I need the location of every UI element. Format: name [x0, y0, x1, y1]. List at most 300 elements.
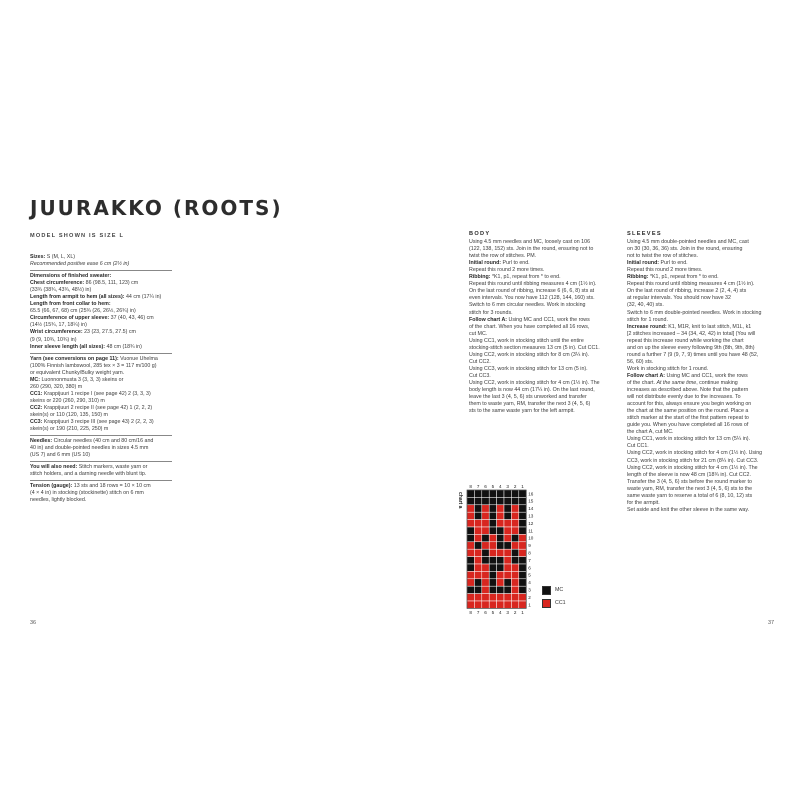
chart-cell [489, 549, 496, 556]
sleeves-line: Transfer the 3 (4, 5, 6) sts before the round marker to [627, 478, 752, 485]
sleeves-line: CC3, work in stocking stitch for 21 cm (8¼ in). Cut CC3. [627, 457, 759, 464]
chart-cell [489, 512, 496, 519]
chart-cell [482, 579, 489, 586]
legend-swatch-cc1 [542, 599, 551, 608]
wrist-line [30, 329, 180, 336]
follow-chart-label: Follow chart A: [627, 372, 666, 379]
body-line: Using 4.5 mm needles and MC, loosely cast on 106 [469, 239, 591, 246]
chart-cell [511, 549, 518, 556]
ease-text: Recommended positive ease 6 cm (2½ in) [30, 261, 130, 268]
body-line: Cut CC3. [469, 372, 491, 379]
chart-cell [489, 571, 496, 578]
chart-cell [511, 579, 518, 586]
wrist-in-line: (9 (9, 10¾, 10¾) in) [30, 336, 77, 343]
chart-cell [489, 601, 496, 608]
chart-cell [489, 579, 496, 586]
ribbing-label: Ribbing: [469, 274, 491, 281]
chart-cell [504, 527, 511, 534]
cc3-value: Krappijuuri 3 recipe III (see page 43) 2 (2, 2, 3) [42, 419, 154, 426]
chart-cell [519, 534, 526, 541]
chart-column-number: 6 [484, 484, 487, 489]
length-collar-line: 65.5 (66, 67, 68) cm (25¾ (26, 26½, 26¾) in) [30, 308, 136, 315]
chart-cell [489, 534, 496, 541]
chart-cell [467, 579, 474, 586]
chart-cell [519, 490, 526, 497]
chart-cell [497, 549, 504, 556]
chart-cell [519, 512, 526, 519]
chart-cell [467, 497, 474, 504]
chart-cell [482, 601, 489, 608]
materials-column [30, 254, 180, 505]
follow-chart-value: Using MC and CC1, work the rows [507, 316, 590, 323]
sleeves-line: guide you. When you have completed all 16 rows of [627, 422, 749, 429]
sleeves-line: round a further 7 (9 (9, 7, 9) times until you have 48 (52, [627, 351, 759, 358]
cc3-label: CC3: [30, 419, 43, 426]
body-line: stocking-stitch section measures 13 cm (5 in). Cut CC1. [469, 344, 600, 351]
chart-cell [467, 564, 474, 571]
legend-label-cc1: CC1 [555, 600, 566, 606]
chart-legend [542, 585, 566, 611]
sizes-line [30, 254, 180, 261]
chart-cell [511, 534, 518, 541]
chart-cell [474, 520, 481, 527]
chart-cell [467, 557, 474, 564]
chart-cell [482, 549, 489, 556]
chart-cell [519, 549, 526, 556]
chart-cell [467, 549, 474, 556]
sleeves-initial-line [627, 260, 762, 267]
also-value: Stitch markers, waste yarn or [77, 464, 148, 471]
chart-row-number: 15 [528, 498, 534, 504]
chart-cell [474, 490, 481, 497]
yarn-value: Vuonue Uhelma [118, 355, 158, 362]
body-line: Using CC3, work in stocking stitch for 13 cm (5 in). [469, 365, 588, 372]
sleeves-line: account for this, always ensure you begin working on [627, 401, 752, 408]
tension-line [30, 483, 180, 490]
chart-cell [489, 586, 496, 593]
chart-cell [482, 594, 489, 601]
also-line [30, 464, 180, 471]
page-number-left: 36 [30, 620, 37, 626]
wrist-label: Wrist circumference: [30, 329, 83, 336]
chart-column-number: 6 [484, 609, 487, 615]
chart-cell [489, 557, 496, 564]
chart-cell [504, 594, 511, 601]
sleeves-text: , continue making [696, 379, 738, 386]
chart-cell [497, 594, 504, 601]
pattern-title: JUURAKKO (ROOTS) [30, 196, 283, 220]
yarn-label: Yarn (see conversions on page 11): [30, 355, 119, 362]
chart-cell [504, 520, 511, 527]
needles-line [30, 438, 180, 445]
body-line: sts to the same waste yarn for the left armpit. [469, 408, 575, 415]
body-instructions [469, 231, 600, 415]
needles-line-3: (US 7) and 6 mm (US 10) [30, 452, 91, 459]
chart-row-number: 16 [528, 491, 534, 497]
follow-chart-label: Follow chart A: [469, 316, 508, 323]
cc3-line [30, 419, 180, 426]
dims-heading [30, 273, 180, 280]
body-line: Using CC2, work in stocking stitch for 4 cm (1½ in). The [469, 379, 600, 386]
chart-row-number: 11 [528, 528, 533, 534]
chart-cell [519, 527, 526, 534]
chart-cell [497, 497, 504, 504]
initial-round-value: Purl to end. [659, 260, 688, 267]
chart-cell [511, 512, 518, 519]
model-size-note: MODEL SHOWN IS SIZE L [30, 233, 125, 239]
chart-cell [474, 601, 481, 608]
chart-cell [519, 601, 526, 608]
sleeves-heading: SLEEVES [627, 231, 662, 237]
chart-cell [504, 505, 511, 512]
sleeves-instructions [627, 231, 762, 514]
chart-cell [497, 505, 504, 512]
chart-column-number: 1 [521, 609, 524, 615]
body-line: Switch to 6 mm circular needles. Work in stocking [469, 302, 586, 309]
sleeves-line [627, 380, 762, 387]
also-line-2: stitch holders, and a darning needle with blunt tip. [30, 471, 147, 478]
chart-cell [511, 594, 518, 601]
body-line: Cut CC2. [469, 358, 491, 365]
chart-cell [519, 542, 526, 549]
chart-column-number: 7 [476, 609, 480, 615]
chart-cell [511, 571, 518, 578]
sleeves-line: [2 stitches increased – 34 (34, 42, 42) in total] (You will [627, 330, 756, 337]
chart-cell [504, 564, 511, 571]
tension-line-2: (4 × 4 in) in stocking (stockinette) stitch on 6 mm [30, 490, 144, 497]
chart-cell [467, 594, 474, 601]
cc1-value: Krappijuuri 1 recipe I (see page 42) 2 (3, 3, 3) [42, 390, 151, 397]
ease-line [30, 261, 180, 268]
chart-cell [511, 564, 518, 571]
chart-cell [519, 564, 526, 571]
chart-cell [511, 490, 518, 497]
cc3-line-2: skein(s) or 190 (210, 225, 250) m [30, 426, 109, 433]
chart-row-number: 6 [528, 565, 531, 571]
sleeves-line: Work in stocking stitch for 1 round. [627, 365, 709, 372]
sleeves-line: Repeat this round 2 more times. [627, 267, 703, 274]
sleeves-line: On the last round of ribbing, increase 2 (2, 4, 4) sts [627, 288, 747, 295]
sleeves-line: waste yarn, RM, transfer the next 3 (4, 5, 6) sts to the [627, 485, 753, 492]
chart-cell [511, 601, 518, 608]
chart-column-number: 2 [513, 484, 517, 489]
chart-cell [504, 579, 511, 586]
cc1-line [30, 391, 180, 398]
body-line: Repeat this round until ribbing measures 4 cm (1½ in). [469, 281, 597, 288]
chart-cell [511, 557, 518, 564]
chart-cell [467, 601, 474, 608]
chart-cell [519, 571, 526, 578]
chart-cell [467, 571, 474, 578]
body-line: (122, 138, 152) sts. Join in the round, ensuring not to [469, 246, 594, 253]
sleeves-line: Switch to 6 mm double-pointed needles. Work in stocking [627, 309, 762, 316]
ribbing-value: *K1, p1, repeat from * to end. [490, 274, 561, 281]
chart-cell [482, 571, 489, 578]
divider [30, 461, 172, 462]
ribbing-label: Ribbing: [627, 274, 649, 281]
sleeves-line: the chart A, cut MC. [627, 429, 674, 436]
cc2-line [30, 405, 180, 412]
increase-round-label: Increase round: [627, 323, 667, 330]
cc2-line-2: skein(s) or 110 (120, 135, 150) m [30, 411, 108, 418]
sleeves-increase-line [627, 324, 762, 331]
divider [30, 353, 172, 354]
chart-cell [482, 497, 489, 504]
chart-label: chart a [457, 492, 463, 509]
page-number-right: 37 [768, 620, 775, 626]
tension-line-3: needles, lightly blocked. [30, 497, 87, 504]
chart-column-number: 4 [499, 484, 502, 489]
chart-cell [497, 571, 504, 578]
chart-cell [519, 520, 526, 527]
chart-cell [519, 505, 526, 512]
sleeves-line: 56, 60) sts. [627, 358, 654, 365]
chart-cell [504, 534, 511, 541]
increase-round-value: K1, M1R, knit to last stitch, M1L, k1 [666, 323, 752, 330]
sleeves-line: Using CC1, work in stocking stitch for 13 cm (5¼ in). [627, 436, 751, 443]
inner-sleeve-line [30, 344, 180, 351]
chart-cell [504, 557, 511, 564]
mc-line [30, 377, 180, 384]
mc-line-2: 260 (290, 320, 380) m [30, 383, 83, 390]
chart-cell [482, 520, 489, 527]
cc2-value: Krappijuuri 2 recipe II (see page 42) 1 (2, 2, 2) [42, 404, 153, 411]
chart-cell [504, 571, 511, 578]
cc2-label: CC2: [30, 404, 43, 411]
body-line: On the last round of ribbing, increase 6 (6, 6, 8) sts at [469, 288, 595, 295]
chart-cell [489, 497, 496, 504]
sleeves-line: repeat this increase round while working the chart [627, 337, 744, 344]
chart-cell [497, 586, 504, 593]
chart-cell [519, 594, 526, 601]
body-line: stitch for 3 rounds. [469, 309, 513, 316]
mc-label: MC: [30, 376, 41, 383]
length-armpit-label: Length from armpit to hem (all sizes): [30, 294, 125, 301]
sizes-value: S (M, L, XL) [45, 254, 76, 260]
sleeves-line: the chart at the same position on the round. Place a [627, 408, 749, 415]
chart-cell [497, 601, 504, 608]
chart-row-number: 1 [528, 602, 531, 608]
sleeves-line: Using CC2, work in stocking stitch for 4 cm (1½ in). The [627, 464, 758, 471]
chest-in-line: (33¾ (38¾, 43¾, 48½) in) [30, 287, 92, 294]
sleeves-line: for the armpit. [627, 499, 660, 506]
chart-row-number: 3 [528, 587, 531, 593]
chart-row-number: 5 [528, 572, 531, 578]
chart-row-number: 7 [528, 557, 531, 563]
chart-cell [489, 490, 496, 497]
body-line: leave the last 3 (4, 5, 6) sts unworked and transfer [469, 394, 587, 401]
divider [30, 480, 172, 481]
upper-sleeve-label: Circumference of upper sleeve: [30, 315, 110, 322]
chart-cell [504, 586, 511, 593]
sleeves-line: same waste yarn to reserve a total of 6 (8, 10, 12) sts [627, 492, 753, 499]
chart-cell [474, 571, 481, 578]
chart-cell [482, 542, 489, 549]
chart-cell [497, 557, 504, 564]
sleeves-line: not to twist the row of stitches. [627, 253, 698, 260]
chart-cell [467, 512, 474, 519]
body-line: Using CC2, work in stocking stitch for 8 cm (3¼ in). [469, 351, 590, 358]
inner-sleeve-label: Inner sleeve length (all sizes): [30, 343, 106, 350]
initial-round-label: Initial round: [627, 260, 660, 267]
wrist-value: 23 (23, 27.5, 27.5) cm [82, 329, 136, 336]
yarn-line-3: or equivalent Chunky/Bulky weight yarn. [30, 369, 125, 376]
chart-cell [482, 505, 489, 512]
legend-item-mc [542, 585, 566, 595]
chart-cell [511, 520, 518, 527]
also-label: You will also need: [30, 464, 78, 471]
chart-row-number: 12 [528, 520, 534, 526]
tension-value: 13 sts and 18 rows = 10 × 10 cm [72, 483, 151, 490]
body-line: Repeat this round 2 more times. [469, 267, 545, 274]
chart-cell [489, 520, 496, 527]
yarn-line [30, 356, 180, 363]
chart-cell [511, 586, 518, 593]
chart-cell [474, 579, 481, 586]
yarn-line-2: (100% Finnish lambswool, 285 tex × 3 = 117 m/100 g) [30, 362, 157, 369]
body-line: twist the row of stitches. PM. [469, 253, 537, 260]
chart-cell [474, 564, 481, 571]
sleeves-line: on 30 (30, 36, 36) sts. Join in the round, ensuring [627, 246, 743, 253]
chart-cell [474, 534, 481, 541]
chart-column-number: 1 [521, 484, 524, 489]
chart-cell [497, 579, 504, 586]
sleeves-emphasis: At the same time [656, 379, 697, 386]
chart-cell [474, 527, 481, 534]
chart-column-number: 3 [506, 609, 509, 615]
chart-cell [497, 527, 504, 534]
sleeves-line: Repeat this round until ribbing measures 4 cm (1½ in). [627, 281, 755, 288]
ribbing-value: *K1, p1, repeat from * to end. [648, 274, 719, 281]
cc1-label: CC1: [30, 390, 43, 397]
chart-cell [497, 534, 504, 541]
sleeves-follow-line [627, 373, 762, 380]
dims-label: Dimensions of finished sweater: [30, 273, 112, 280]
chart-cell [482, 564, 489, 571]
chart-cell [511, 527, 518, 534]
follow-chart-value: Using MC and CC1, work the rows [665, 372, 748, 379]
chart-cell [467, 542, 474, 549]
chart-cell [489, 594, 496, 601]
chart-cell [519, 586, 526, 593]
sleeves-line: Using CC2, work in stocking stitch for 4 cm (1½ in). Using [627, 450, 763, 457]
chart-cell [482, 512, 489, 519]
chart-cell [519, 557, 526, 564]
chest-label: Chest circumference: [30, 280, 85, 287]
chart-cell [504, 490, 511, 497]
tension-label: Tension (gauge): [30, 483, 73, 490]
chart-row-number: 8 [528, 550, 531, 556]
chart-cell [467, 586, 474, 593]
chart-cell [497, 490, 504, 497]
length-armpit-value: 44 cm (17¼ in) [124, 294, 162, 301]
sleeves-line: and on up the sleeve every following 9th (8th, 9th, 8th) [627, 344, 755, 351]
chart-row-number: 13 [528, 513, 534, 519]
initial-round-label: Initial round: [469, 260, 502, 267]
chart-cell [497, 512, 504, 519]
chart-cell [474, 505, 481, 512]
chart-cell [474, 542, 481, 549]
chart-cell [504, 512, 511, 519]
upper-sleeve-value: 37 (40, 43, 46) cm [109, 315, 154, 322]
chart-column-number: 4 [499, 609, 502, 615]
chart-cell [497, 520, 504, 527]
sizes-label: Sizes: [30, 254, 46, 260]
body-heading: BODY [469, 231, 491, 237]
chart-cell [504, 497, 511, 504]
body-line: even intervals. You now have 112 (128, 144, 160) sts. [469, 295, 595, 302]
divider [30, 435, 172, 436]
chart-row-number: 2 [528, 594, 531, 600]
sleeves-line: stitch marker at the start of the first pattern repeat to [627, 415, 749, 422]
needles-line-2: 40 in) and double-pointed needles in sizes 4.5 mm [30, 445, 149, 452]
length-armpit-line [30, 294, 180, 301]
chart-cell [482, 557, 489, 564]
chart-cell [497, 542, 504, 549]
length-collar-label: Length from front collar to hem: [30, 301, 111, 308]
chart-cell [467, 527, 474, 534]
chart-cell [474, 557, 481, 564]
sleeves-line: at regular intervals. You should now have 32 [627, 295, 731, 302]
legend-swatch-mc [542, 586, 551, 595]
mc-value: Luonnonmusta 3 (3, 3, 3) skeins or [40, 376, 124, 383]
chart-cell [467, 520, 474, 527]
body-line: Using CC1, work in stocking stitch until the entire [469, 337, 584, 344]
chart-cell [511, 497, 518, 504]
cc1-line-2: skeins or 220 (260, 290, 310) m [30, 397, 105, 404]
body-line: them to waste yarn, RM, transfer the next 3 (4, 5, 6) [469, 401, 591, 408]
chart-cell [474, 549, 481, 556]
sleeves-line: Using 4.5 mm double-pointed needles and MC, cast [627, 239, 749, 246]
chart-cell [489, 542, 496, 549]
chart-cell [504, 601, 511, 608]
chart-cell [497, 564, 504, 571]
chart-column-number: 8 [469, 484, 472, 489]
body-line: body length is now 44 cm (17¼ in). On the last round, [469, 387, 595, 394]
colorwork-chart-a [455, 481, 545, 615]
chart-cell [519, 579, 526, 586]
chart-cell [489, 505, 496, 512]
upper-sleeve-in-line: (14½ (15¾, 17, 18¼) in) [30, 322, 87, 329]
chart-cell [482, 527, 489, 534]
chart-cell [511, 542, 518, 549]
sleeves-text: of the chart. [627, 379, 657, 386]
chart-cell [467, 505, 474, 512]
chest-value: 86 (98.5, 111, 123) cm [84, 280, 139, 287]
chart-cell [482, 534, 489, 541]
chart-cell [482, 586, 489, 593]
chart-cell [474, 512, 481, 519]
chart-column-number: 5 [491, 484, 495, 489]
divider [30, 270, 172, 271]
sleeves-line: Set aside and knit the other sleeve in the same way. [627, 506, 750, 513]
needles-label: Needles: [30, 438, 53, 445]
legend-label-mc: MC [555, 587, 564, 593]
body-line: cut MC. [469, 330, 488, 337]
chart-cell [504, 549, 511, 556]
inner-sleeve-value: 48 cm (18¾ in) [105, 343, 142, 350]
chart-cell [474, 594, 481, 601]
body-initial-line [469, 260, 600, 267]
chart-column-number: 5 [491, 609, 495, 615]
chart-cell [504, 542, 511, 549]
chart-cell [474, 586, 481, 593]
chart-column-number: 8 [469, 609, 472, 615]
sleeves-line: will not distribute evenly due to the increases. To [627, 394, 741, 401]
sleeves-line: Cut CC1. [627, 443, 649, 450]
chart-cell [489, 564, 496, 571]
chart-row-number: 14 [528, 506, 534, 512]
